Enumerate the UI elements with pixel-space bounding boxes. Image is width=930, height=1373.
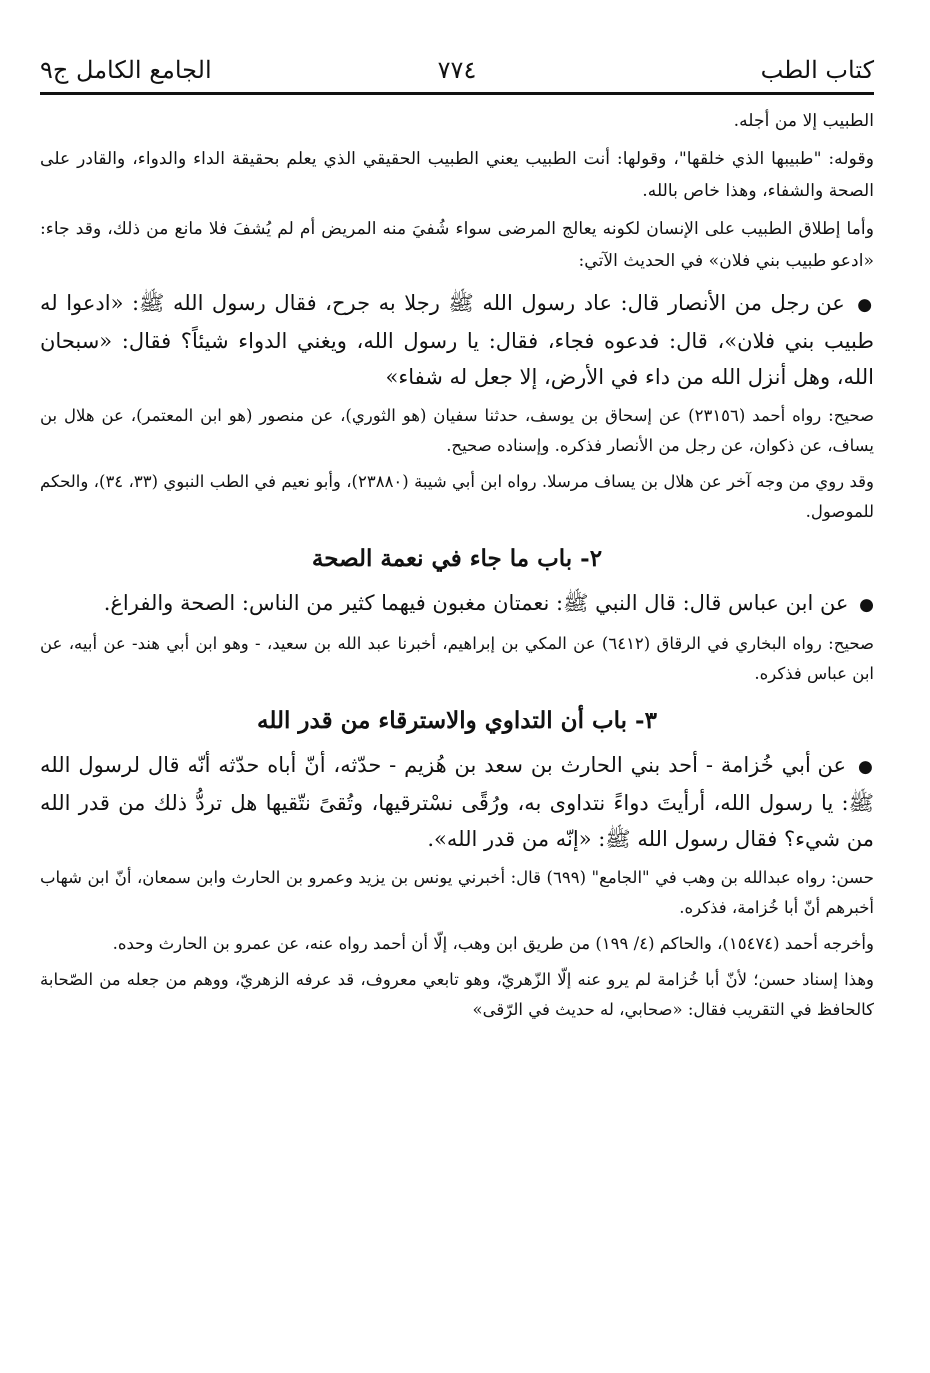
book-title: الجامع الكامل ج٩ <box>40 56 212 84</box>
bullet-icon: ● <box>857 757 874 777</box>
hadith-2-text: عن ابن عباس قال: قال النبي ﷺ: نعمتان مغبون فيهما كثير من الناس: الصحة والفراغ. <box>103 591 849 615</box>
chapter-title: كتاب الطب <box>760 56 874 84</box>
hadith-1 <box>40 285 874 395</box>
grading-note-1a: صحيح: رواه أحمد (٢٣١٥٦) عن إسحاق بن يوسف، حدثنا سفيان (هو الثوري)، عن منصور (هو ابن المعتمر)، عن هلال بن يساف، عن ذكوان، عن رجل من الأنصار فذكره. وإسناده صحيح. <box>40 406 874 455</box>
hadith-3 <box>40 747 874 857</box>
hadith-3-text: عن أبي خُزامة - أحد بني الحارث بن سعد بن هُزيم - حدّثه، أنّ أباه حدّثه أنّه قال لرسول الله ﷺ: يا رسول الله، أرأيتَ دواءً نتداوى به، ورُقًى نسْترقيها، وتُقىً نتّقيها هل تردُّ ذلك من قدر الله من شيء؟ فقال رسول الله ﷺ: «إنّه من قدر الله». <box>40 753 875 851</box>
paragraph-1: الطبيب إلا من أجله. <box>733 111 874 131</box>
grading-note-3b: وأخرجه أحمد (١٥٤٧٤)، والحاكم (٤/ ١٩٩) من طريق ابن وهب، إلّا أن أحمد رواه عنه، عن عمرو بن الحارث وحده. <box>112 934 874 953</box>
hadith-2 <box>40 585 874 623</box>
grading-note-1b: وقد روي من وجه آخر عن هلال بن يساف مرسلا. رواه ابن أبي شيبة (٢٣٨٨٠)، وأبو نعيم في الطب النبوي (٣٣، ٣٤)، والحكم للموصول. <box>40 472 874 521</box>
running-header <box>40 48 874 88</box>
book-page <box>40 48 874 1025</box>
grading-note-3c: وهذا إسناد حسن؛ لأنّ أبا خُزامة لم يرو عنه إلّا الزّهريّ، وهو تابعي معروف، قد عرفه الزهريّ، ووهم من جعله من الصّحابة كالحافظ في التقريب فقال: «صحابي، له حديث في الرّقى» <box>40 970 874 1019</box>
hadith-1-text: عن رجل من الأنصار قال: عاد رسول الله ﷺ رجلا به جرح، فقال رسول الله ﷺ: «ادعوا له طبيب بني فلان»، قال: فدعوه فجاء، فقال: يا رسول الله، ويغني الدواء شيئاً؟ فقال: «سبحان الله، وهل أنزل الله من داء في الأرض، إلا جعل له شفاء» <box>40 291 874 389</box>
section-heading-2: ٢- باب ما جاء في نعمة الصحة <box>311 545 603 572</box>
bullet-icon: ● <box>859 595 874 615</box>
header-rule <box>40 92 874 95</box>
page-number: ٧٧٤ <box>437 56 477 84</box>
section-heading-3: ٣- باب أن التداوي والاسترقاء من قدر الله <box>257 707 657 734</box>
grading-note-3a: حسن: رواه عبدالله بن وهب في "الجامع" (٦٩٩) قال: أخبرني يونس بن يزيد وعمرو بن الحارث وابن سمعان، أنّ ابن شهاب أخبرهم أنّ أبا خُزامة، فذكره. <box>40 868 874 917</box>
grading-note-2: صحيح: رواه البخاري في الرقاق (٦٤١٢) عن المكي بن إبراهيم، أخبرنا عبد الله بن سعيد، - وهو ابن أبي هند- عن أبيه، عن ابن عباس فذكره. <box>40 634 874 683</box>
bullet-icon: ● <box>857 295 874 315</box>
paragraph-3: وأما إطلاق الطبيب على الإنسان لكونه يعالج المرضى سواء شُفيَ منه المريض أم لم يُشفَ فلا مانع من ذلك، وقد جاء: «ادعو طبيب بني فلان» في الحديث الآتي: <box>40 219 874 271</box>
paragraph-2: وقوله: "طبيبها الذي خلقها"، وقولها: أنت الطبيب يعني الطبيب الحقيقي الذي يعلم بحقيقة الداء والدواء، والقادر على الصحة والشفاء، وهذا خاص بالله. <box>40 149 874 201</box>
